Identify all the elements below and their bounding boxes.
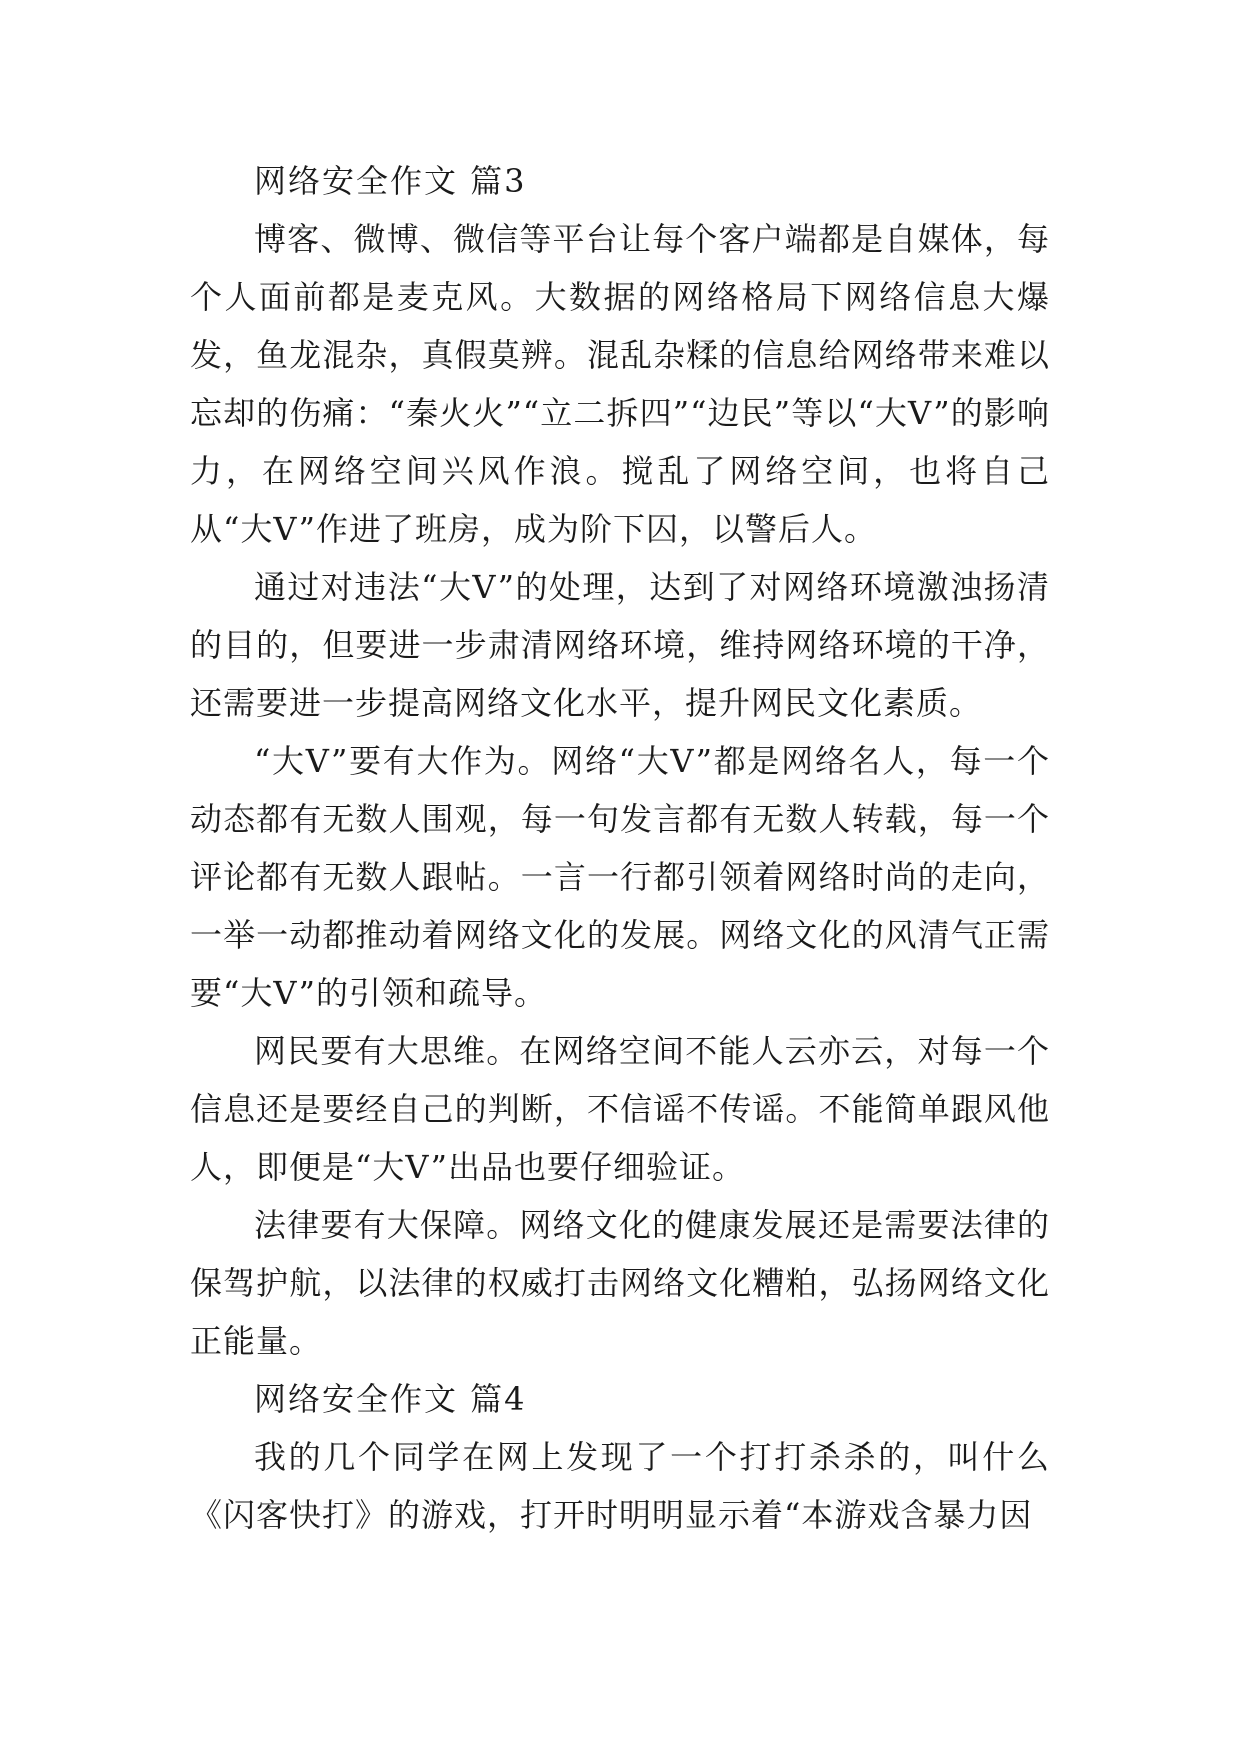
paragraph: 我的几个同学在网上发现了一个打打杀杀的，叫什么《闪客快打》的游戏，打开时明明显示着“本游戏含暴力因 bbox=[190, 1438, 1050, 1534]
paragraph: 网民要有大思维。在网络空间不能人云亦云，对每一个信息还是要经自己的判断，不信谣不传谣。不能简单跟风他人，即便是“大V”出品也要仔细验证。 bbox=[190, 1032, 1050, 1186]
document-body bbox=[190, 152, 1050, 1544]
section-heading: 网络安全作文 篇4 bbox=[254, 1380, 527, 1418]
paragraph: 博客、微博、微信等平台让每个客户端都是自媒体，每个人面前都是麦克风。大数据的网络格局下网络信息大爆发，鱼龙混杂，真假莫辨。混乱杂糅的信息给网络带来难以忘却的伤痛：“秦火火”“立二拆四”“边民”等以“大V”的影响力，在网络空间兴风作浪。搅乱了网络空间，也将自己从“大V”作进了班房，成为阶下囚，以警后人。 bbox=[190, 220, 1050, 548]
paragraph: 通过对违法“大V”的处理，达到了对网络环境激浊扬清的目的，但要进一步肃清网络环境，维持网络环境的干净，还需要进一步提高网络文化水平，提升网民文化素质。 bbox=[190, 568, 1050, 722]
section-heading: 网络安全作文 篇3 bbox=[254, 162, 527, 200]
paragraph: “大V”要有大作为。网络“大V”都是网络名人，每一个动态都有无数人围观，每一句发言都有无数人转载，每一个评论都有无数人跟帖。一言一行都引领着网络时尚的走向，一举一动都推动着网络文化的发展。网络文化的风清气正需要“大V”的引领和疏导。 bbox=[190, 742, 1050, 1012]
paragraph: 法律要有大保障。网络文化的健康发展还是需要法律的保驾护航，以法律的权威打击网络文化糟粕，弘扬网络文化正能量。 bbox=[190, 1206, 1050, 1360]
